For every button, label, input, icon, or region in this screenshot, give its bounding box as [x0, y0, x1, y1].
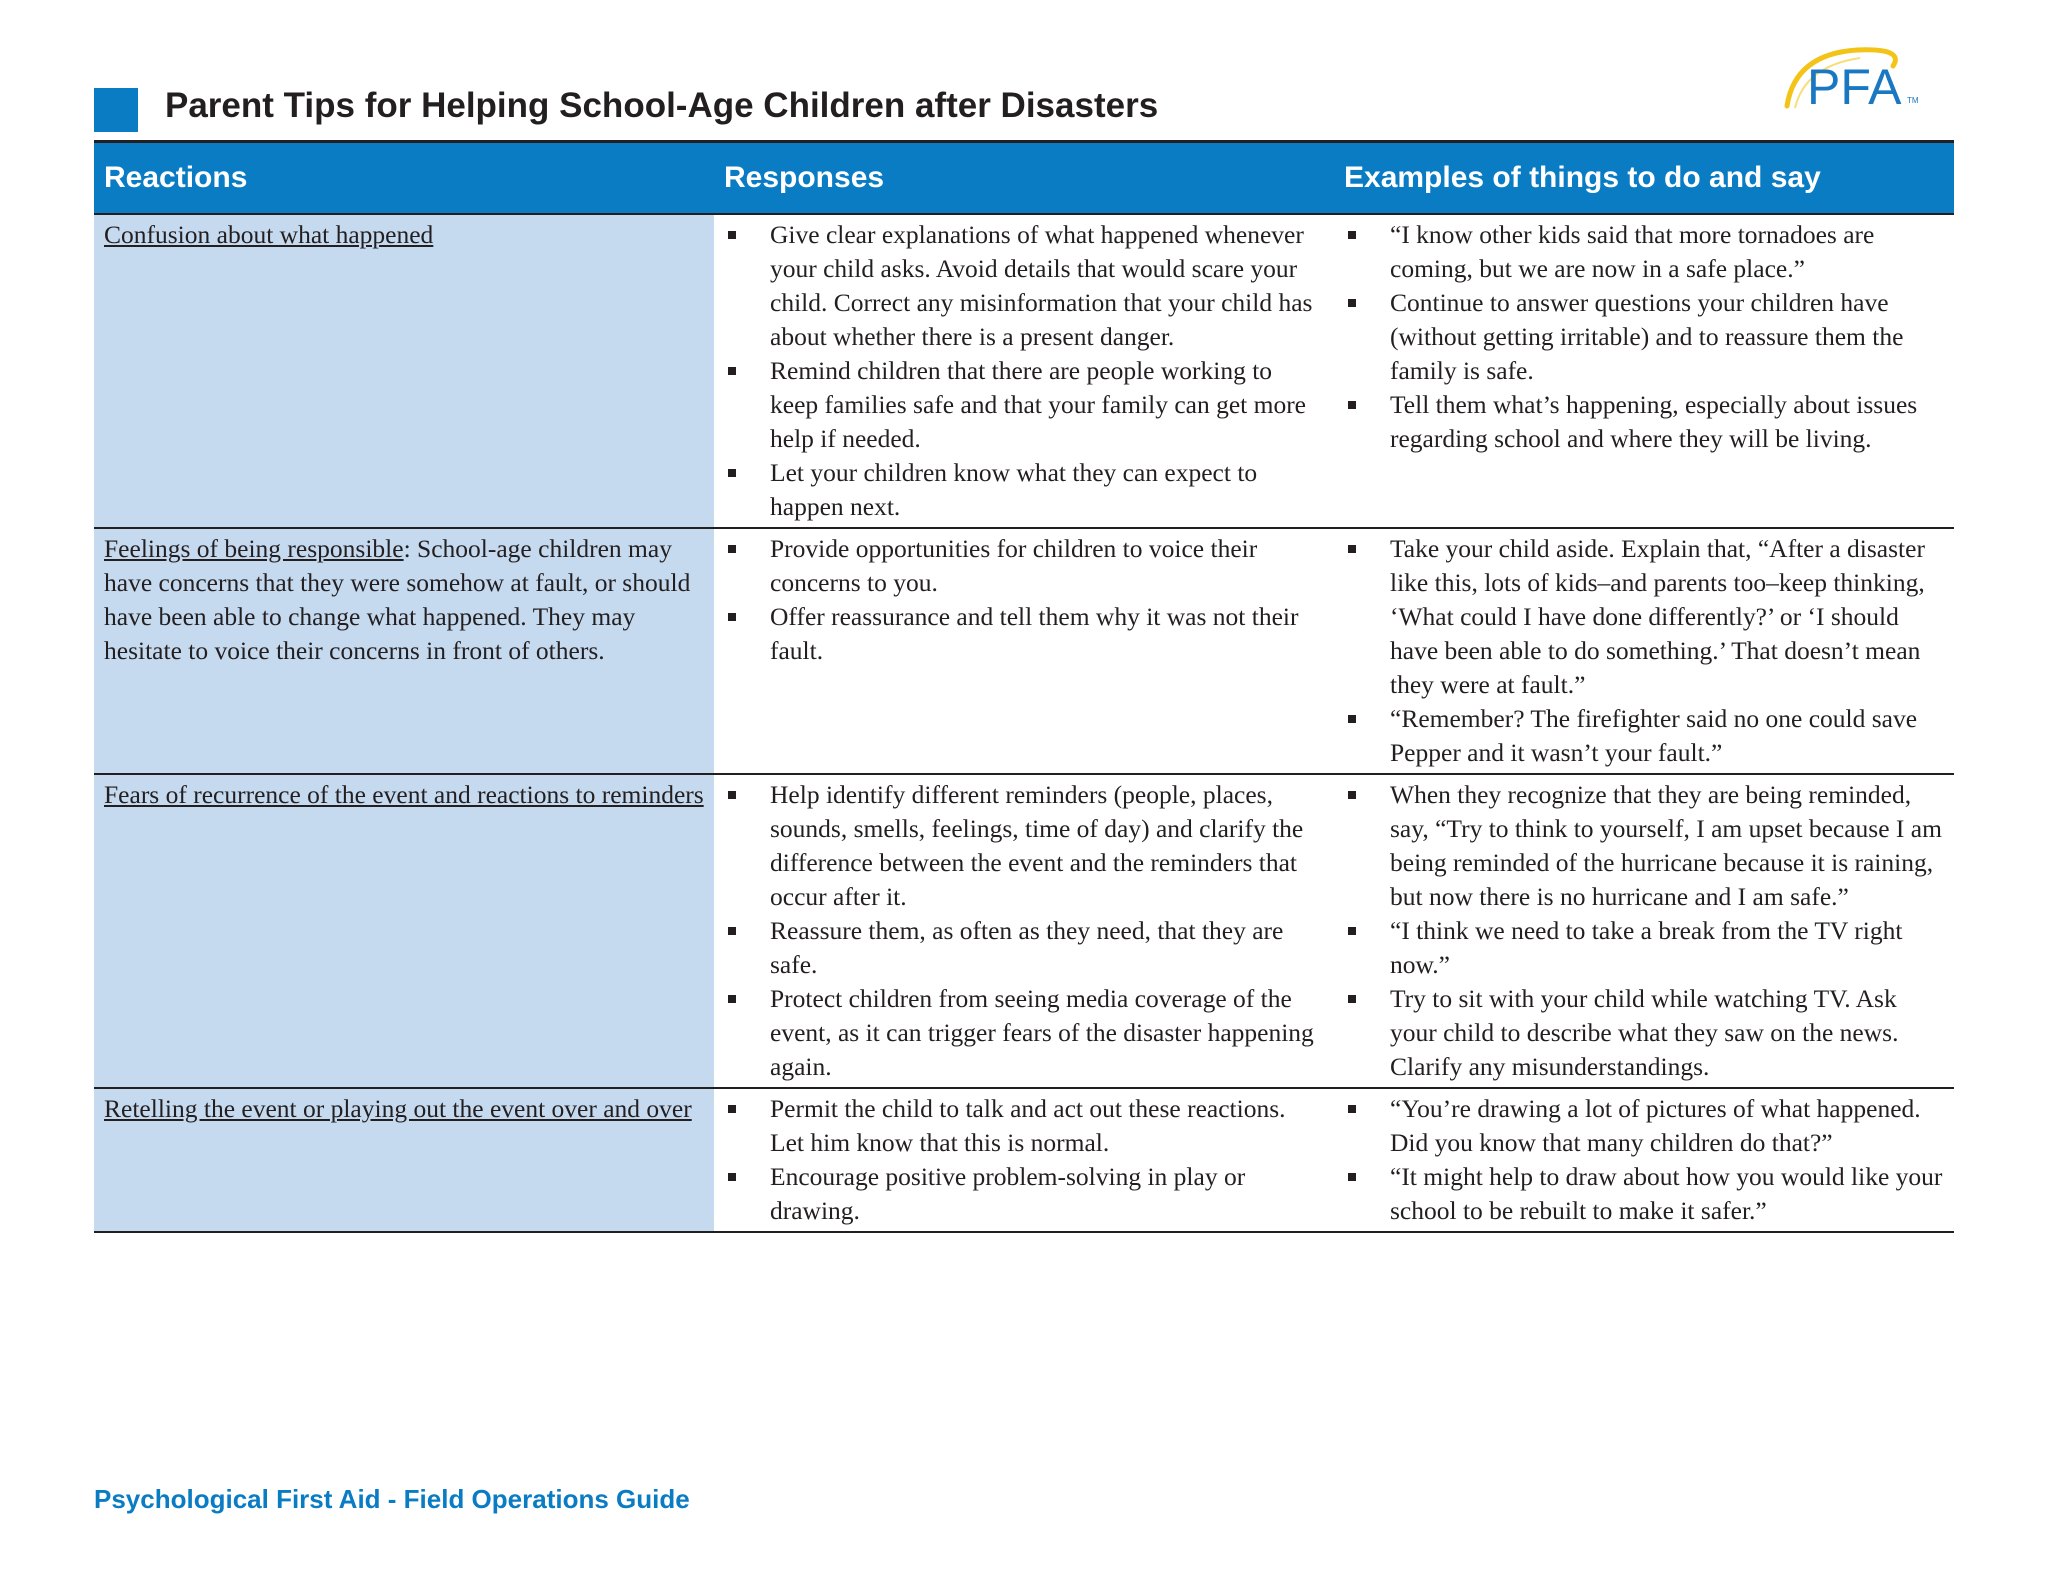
response-item: Encourage positive problem-solving in play or drawing.	[724, 1160, 1324, 1228]
reaction-description: : School-age children may have concerns that they were somehow at fault, or should have been able to change what happened. They may hesitate to voice their concerns in front of others.	[104, 534, 691, 665]
response-item: Remind children that there are people working to keep families safe and that your family can get more help if needed.	[724, 354, 1324, 456]
bullet-list	[724, 1092, 1324, 1228]
example-item: “You’re drawing a lot of pictures of what happened. Did you know that many children do that?”	[1344, 1092, 1944, 1160]
example-item: Take your child aside. Explain that, “After a disaster like this, lots of kids–and parents too–keep thinking, ‘What could I have done differently?’ or ‘I should have been able to do something.’ That doesn’t mean they were at fault.”	[1344, 532, 1944, 702]
example-item: “Remember? The firefighter said no one could save Pepper and it wasn’t your fault.”	[1344, 702, 1944, 770]
response-item: Reassure them, as often as they need, that they are safe.	[724, 914, 1324, 982]
bullet-list	[1344, 778, 1944, 1084]
responses-cell	[714, 774, 1334, 1088]
response-item: Provide opportunities for children to voice their concerns to you.	[724, 532, 1324, 600]
reaction-cell	[94, 528, 714, 774]
tips-table	[94, 140, 1954, 1233]
table-row	[94, 214, 1954, 528]
example-item: “I know other kids said that more tornadoes are coming, but we are now in a safe place.”	[1344, 218, 1944, 286]
response-item: Permit the child to talk and act out these reactions. Let him know that this is normal.	[724, 1092, 1324, 1160]
response-item: Offer reassurance and tell them why it was not their fault.	[724, 600, 1324, 668]
reaction-title: Confusion about what happened	[104, 220, 434, 249]
footer-text: Psychological First Aid - Field Operations Guide	[94, 1484, 690, 1514]
responses-cell	[714, 214, 1334, 528]
examples-cell	[1334, 528, 1954, 774]
bullet-list	[724, 532, 1324, 668]
page-title: Parent Tips for Helping School-Age Children after Disasters	[165, 86, 1159, 125]
bullet-list	[724, 218, 1324, 524]
table-row	[94, 774, 1954, 1088]
reaction-cell	[94, 1088, 714, 1232]
bullet-list	[1344, 218, 1944, 456]
response-item: Help identify different reminders (people, places, sounds, smells, feelings, time of day) and clarify the difference between the event and the reminders that occur after it.	[724, 778, 1324, 914]
example-item: “It might help to draw about how you would like your school to be rebuilt to make it safer.”	[1344, 1160, 1944, 1228]
examples-cell	[1334, 774, 1954, 1088]
reaction-title: Fears of recurrence of the event and reactions to reminders	[104, 780, 704, 809]
reaction-cell	[94, 774, 714, 1088]
responses-cell	[714, 1088, 1334, 1232]
header-responses: Responses	[714, 142, 1334, 215]
table-row	[94, 1088, 1954, 1232]
example-item: Try to sit with your child while watching TV. Ask your child to describe what they saw on the news. Clarify any misunderstandings.	[1344, 982, 1944, 1084]
bullet-list	[724, 778, 1324, 1084]
bullet-list	[1344, 1092, 1944, 1228]
logo-tm: TM	[1907, 96, 1919, 105]
header-examples: Examples of things to do and say	[1334, 142, 1954, 215]
pfa-logo	[1765, 44, 1925, 124]
table-header-row	[94, 142, 1954, 215]
title-square-icon	[94, 88, 138, 132]
responses-cell	[714, 528, 1334, 774]
examples-cell	[1334, 1088, 1954, 1232]
reaction-cell	[94, 214, 714, 528]
examples-cell	[1334, 214, 1954, 528]
response-item: Protect children from seeing media coverage of the event, as it can trigger fears of the disaster happening again.	[724, 982, 1324, 1084]
example-item: “I think we need to take a break from the TV right now.”	[1344, 914, 1944, 982]
example-item: Tell them what’s happening, especially about issues regarding school and where they will be living.	[1344, 388, 1944, 456]
table-row	[94, 528, 1954, 774]
header-reactions: Reactions	[94, 142, 714, 215]
response-item: Give clear explanations of what happened whenever your child asks. Avoid details that would scare your child. Correct any misinformation that your child has about whether there is a present danger.	[724, 218, 1324, 354]
example-item: Continue to answer questions your children have (without getting irritable) and to reassure them the family is safe.	[1344, 286, 1944, 388]
logo-text: PFA	[1807, 59, 1902, 115]
bullet-list	[1344, 532, 1944, 770]
reaction-title: Feelings of being responsible	[104, 534, 404, 563]
response-item: Let your children know what they can expect to happen next.	[724, 456, 1324, 524]
reaction-title: Retelling the event or playing out the event over and over	[104, 1094, 692, 1123]
example-item: When they recognize that they are being reminded, say, “Try to think to yourself, I am upset because I am being reminded of the hurricane because it is raining, but now there is no hurricane and I am safe.”	[1344, 778, 1944, 914]
